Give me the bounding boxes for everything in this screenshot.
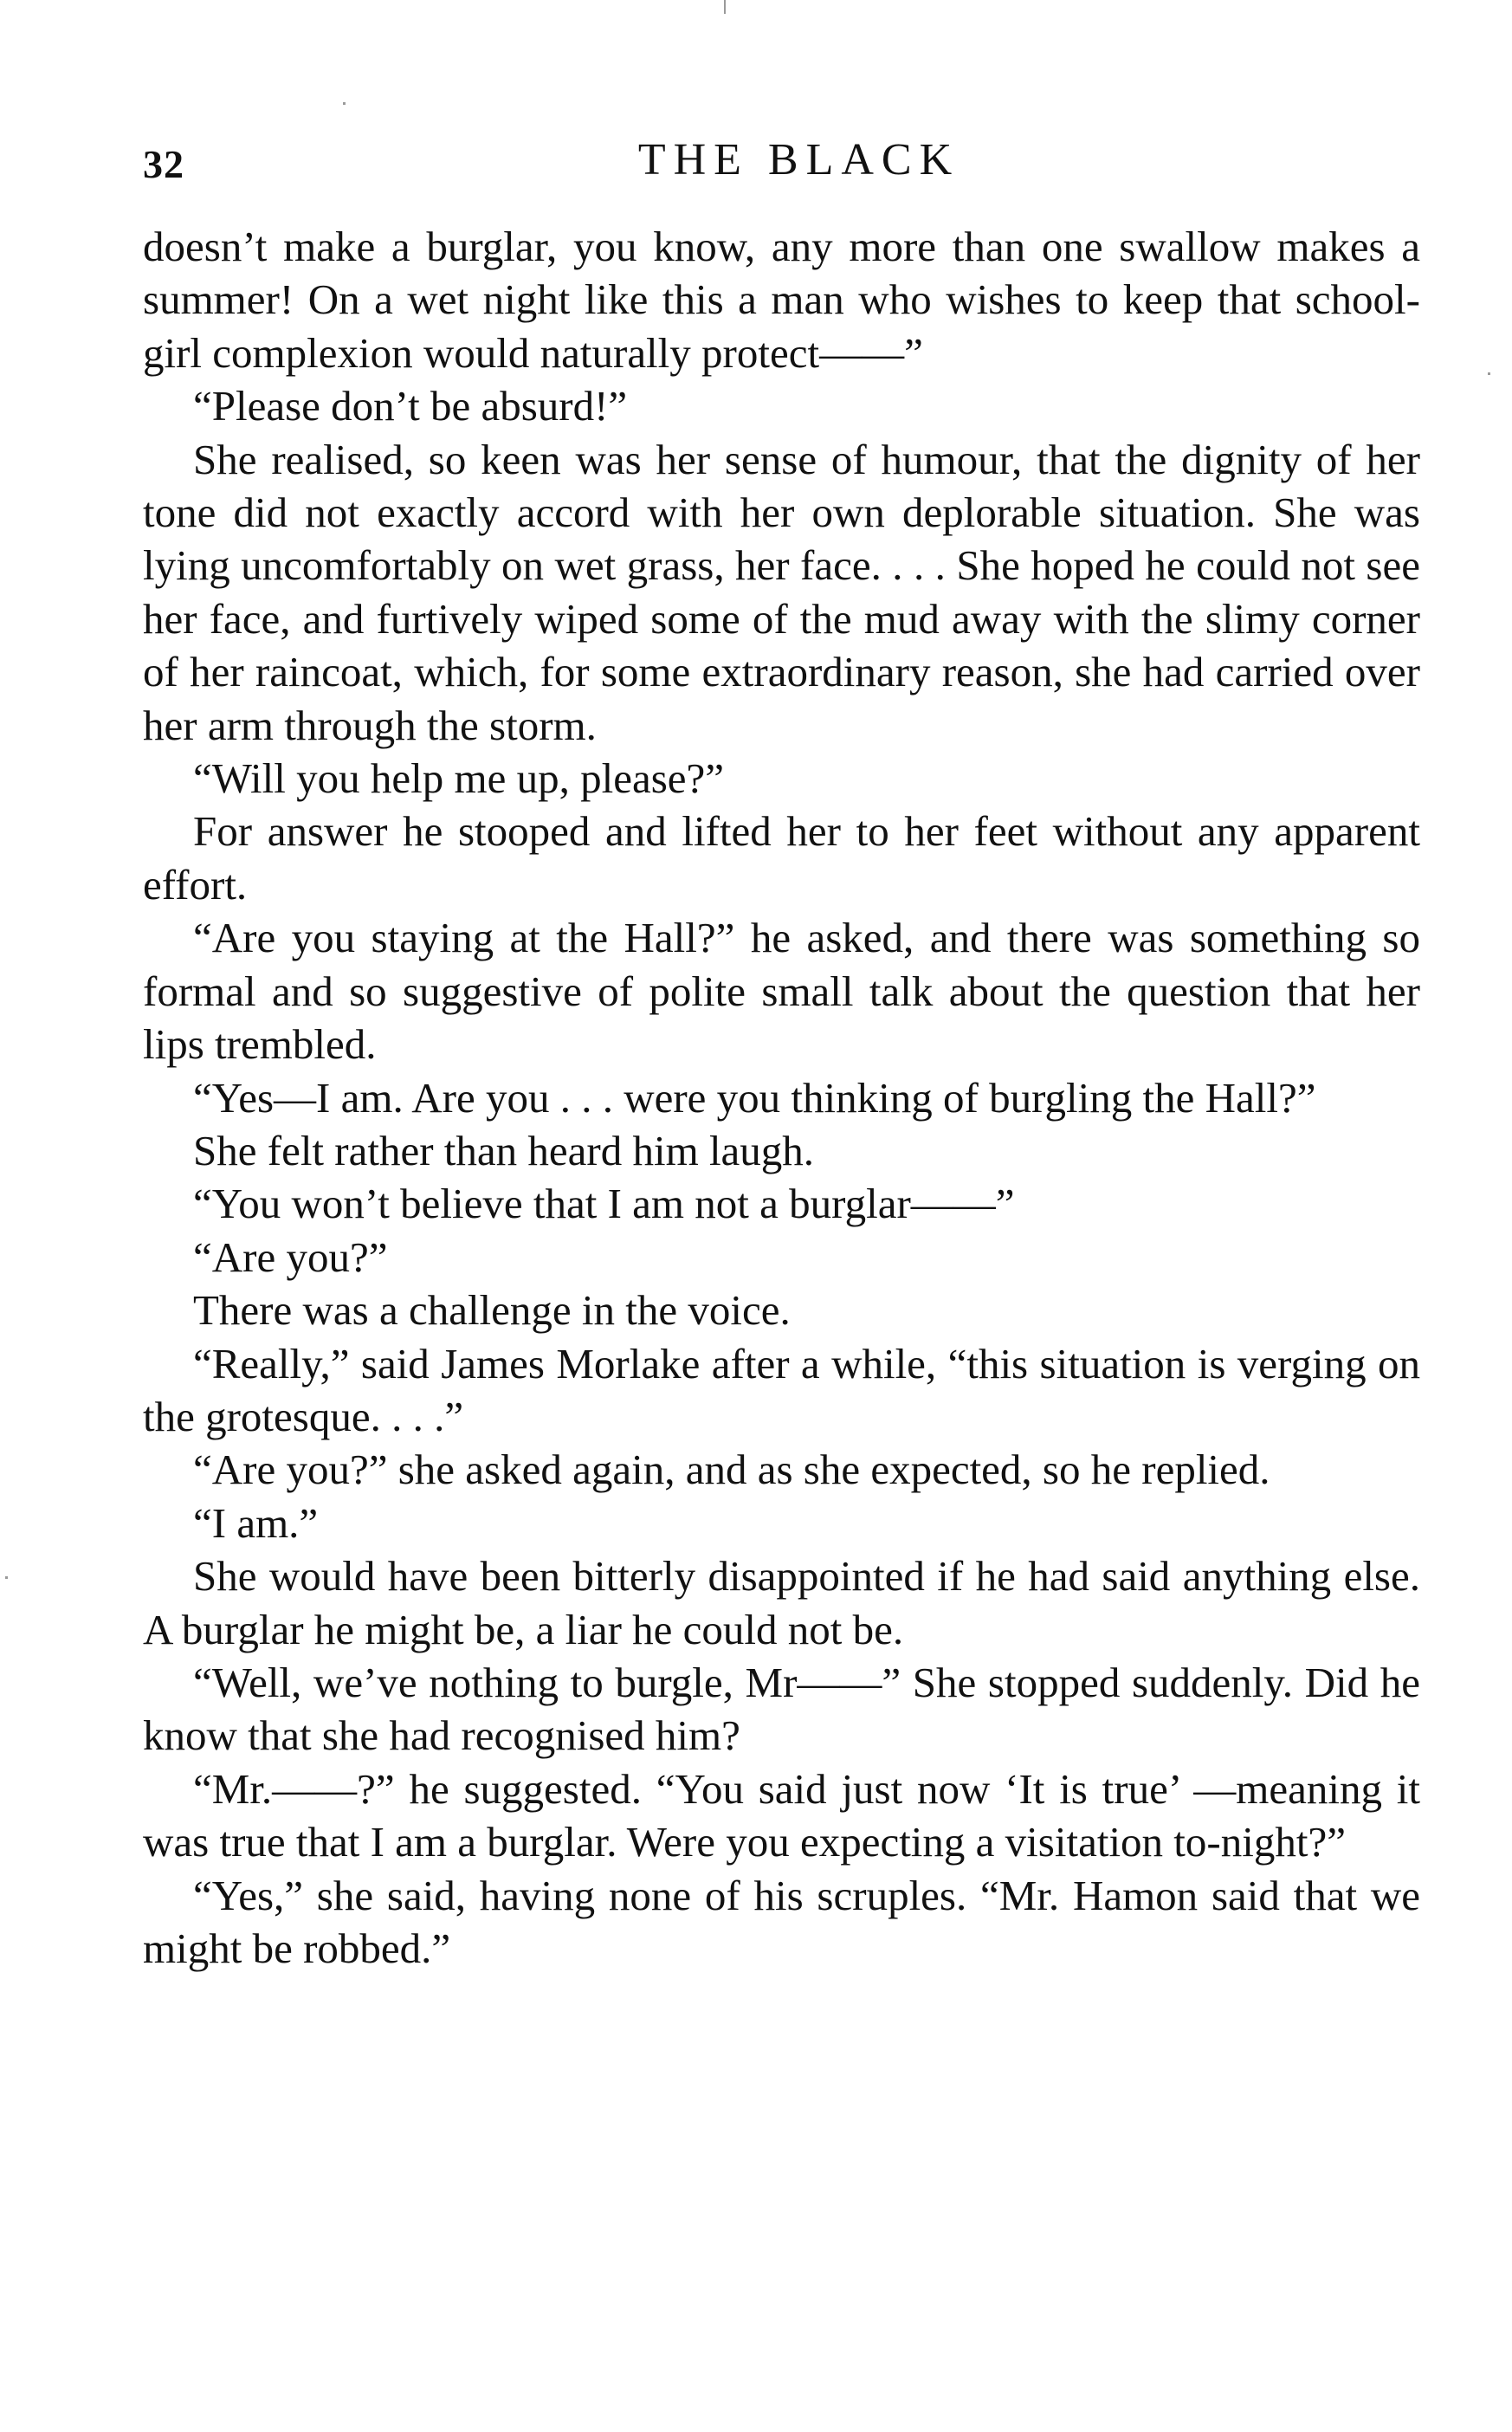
page-header bbox=[143, 126, 1420, 195]
paragraph: “Yes—I am. Are you . . . were you thinking of burgling the Hall?” bbox=[193, 1073, 1316, 1122]
paragraph: “Mr.——?” he suggested. “You said just now ‘It is true’ —meaning it was true that I am a burglar. Were you expecting a visitation to-night?” bbox=[143, 1764, 1420, 1866]
paragraph: doesn’t make a burglar, you know, any more than one swallow makes a summer! On a wet night like this a man who wishes to keep that school-girl complexion would naturally protect——” bbox=[143, 223, 1420, 377]
scan-speck bbox=[724, 0, 726, 14]
paragraph: She realised, so keen was her sense of humour, that the dignity of her tone did not exactly accord with her own deplorable situation. She was lying uncomfortably on wet grass, her face. . . . She hoped he could not see her face, and furtively wiped some of the mud away with the slimy corner of her raincoat, which, for some extraordinary reason, she had carried over her arm through the storm. bbox=[143, 435, 1420, 749]
paragraph: For answer he stooped and lifted her to her feet without any apparent effort. bbox=[143, 807, 1420, 909]
paragraph: “Are you?” she asked again, and as she expected, so he replied. bbox=[193, 1446, 1270, 1494]
scan-speck bbox=[5, 1576, 8, 1579]
paragraph: There was a challenge in the voice. bbox=[193, 1286, 791, 1335]
paragraph: She felt rather than heard him laugh. bbox=[193, 1126, 815, 1174]
running-title: THE BLACK bbox=[637, 135, 960, 184]
body-text bbox=[143, 220, 1420, 1975]
paragraph: “I am.” bbox=[193, 1498, 319, 1547]
scan-speck bbox=[1488, 372, 1490, 375]
paragraph: “Well, we’ve nothing to burgle, Mr——” She stopped suddenly. Did he know that she had recognised him? bbox=[143, 1658, 1420, 1760]
page-number: 32 bbox=[143, 142, 184, 186]
paragraph: “Are you?” bbox=[193, 1232, 388, 1281]
paragraph: “Will you help me up, please?” bbox=[193, 754, 725, 803]
paragraph: She would have been bitterly disappointed if he had said anything else. A burglar he might be, a liar he could not be. bbox=[143, 1552, 1420, 1653]
paragraph: “Yes,” she said, having none of his scruples. “Mr. Hamon said that we might be robbed.” bbox=[143, 1871, 1420, 1972]
paragraph: “Are you staying at the Hall?” he asked, and there was something so formal and so suggestive of polite small talk about the question that her lips trembled. bbox=[143, 914, 1420, 1069]
paragraph: “Please don’t be absurd!” bbox=[193, 382, 628, 430]
paragraph: “Really,” said James Morlake after a while, “this situation is verging on the grotesque. . . .” bbox=[143, 1339, 1420, 1440]
scan-speck bbox=[343, 102, 346, 105]
paragraph: “You won’t believe that I am not a burglar——” bbox=[193, 1180, 1015, 1228]
